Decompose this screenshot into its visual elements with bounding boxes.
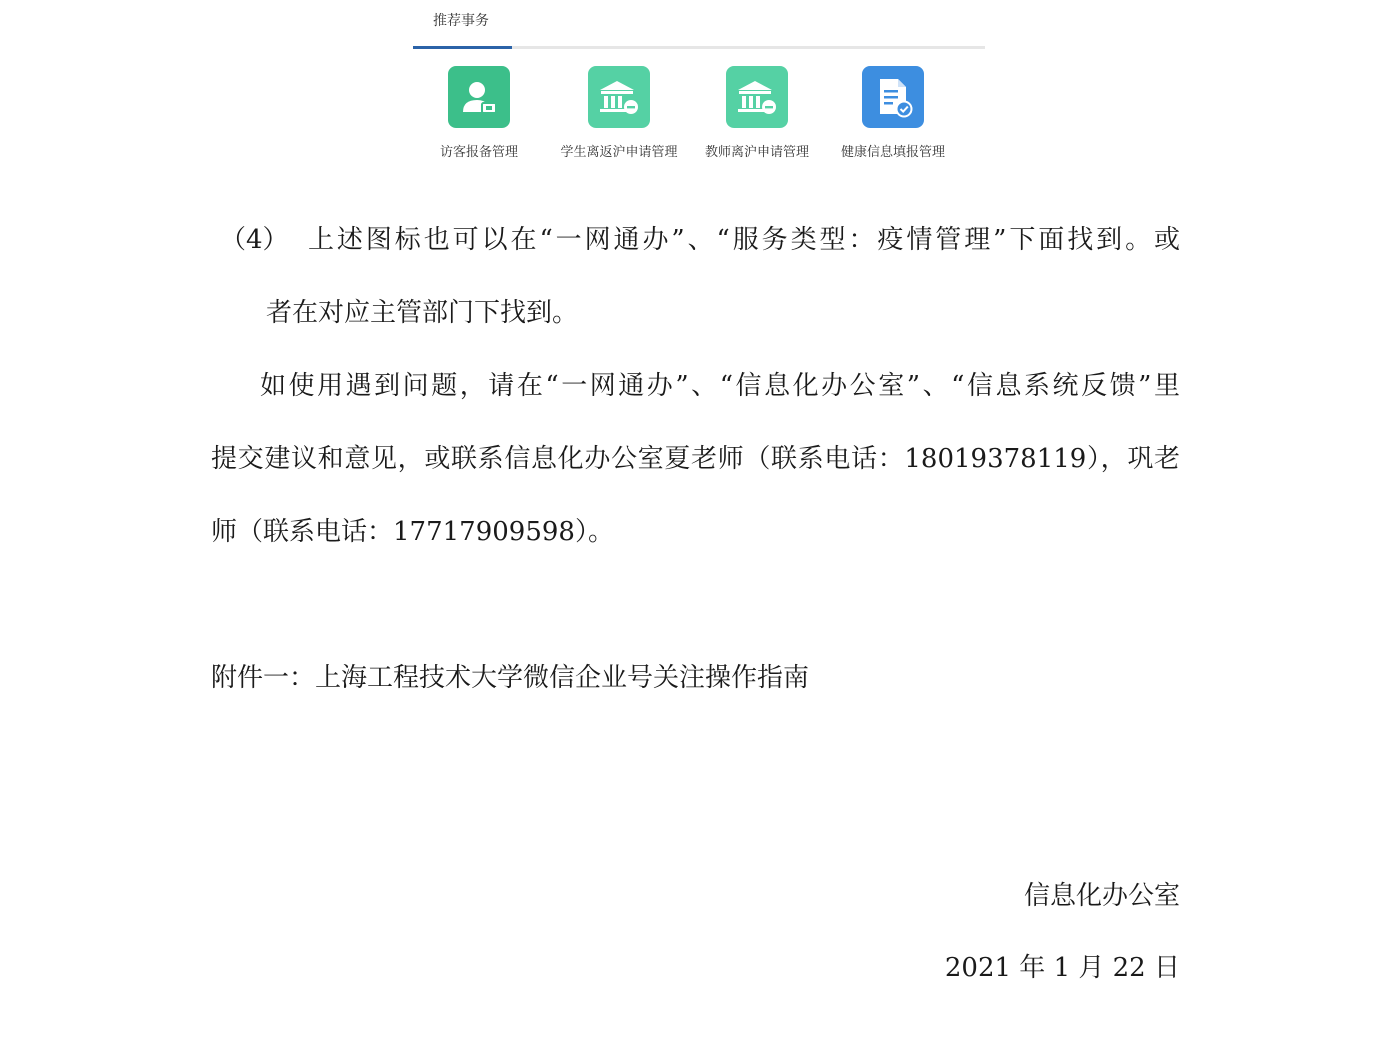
- tab-recommended[interactable]: 推荐事务: [433, 13, 489, 29]
- visitor-icon: [448, 66, 510, 128]
- signature-date: 2021 年 1 月 22 日: [944, 953, 1180, 983]
- tab-indicator-active: [413, 46, 512, 49]
- tile-label: 健康信息填报管理: [840, 145, 945, 160]
- contact-line1: 如使用遇到问题，请在“一网通办”、“信息化办公室”、“信息系统反馈”里: [260, 371, 1180, 401]
- service-tile-health-report[interactable]: [823, 66, 963, 160]
- signature-office: 信息化办公室: [1023, 881, 1180, 911]
- tile-label: 教师离沪申请管理: [704, 145, 809, 160]
- building-minus-icon: [588, 66, 650, 128]
- contact-line2: 提交建议和意见，或联系信息化办公室夏老师（联系电话：18019378119），巩老: [211, 444, 1180, 474]
- tab-indicator-track: [413, 46, 985, 49]
- service-tile-teacher-leave[interactable]: [687, 66, 827, 160]
- item4-line2: 者在对应主管部门下找到。: [266, 298, 579, 328]
- contact-line3: 师（联系电话：17717909598）。: [211, 517, 614, 547]
- service-tile-visitor[interactable]: [409, 66, 549, 160]
- recommended-services-screenshot: [413, 0, 985, 172]
- item4-line1: 上述图标也可以在“一网通办”、“服务类型：疫情管理”下面找到。或: [308, 225, 1180, 255]
- building-minus-icon: [726, 66, 788, 128]
- attachment-title: 附件一：上海工程技术大学微信企业号关注操作指南: [211, 663, 810, 693]
- item-number: （4）: [220, 225, 289, 255]
- tile-label: 学生离返沪申请管理: [560, 145, 678, 160]
- tile-label: 访客报备管理: [439, 145, 518, 160]
- document-check-icon: [862, 66, 924, 128]
- service-tile-student-leave[interactable]: [549, 66, 689, 160]
